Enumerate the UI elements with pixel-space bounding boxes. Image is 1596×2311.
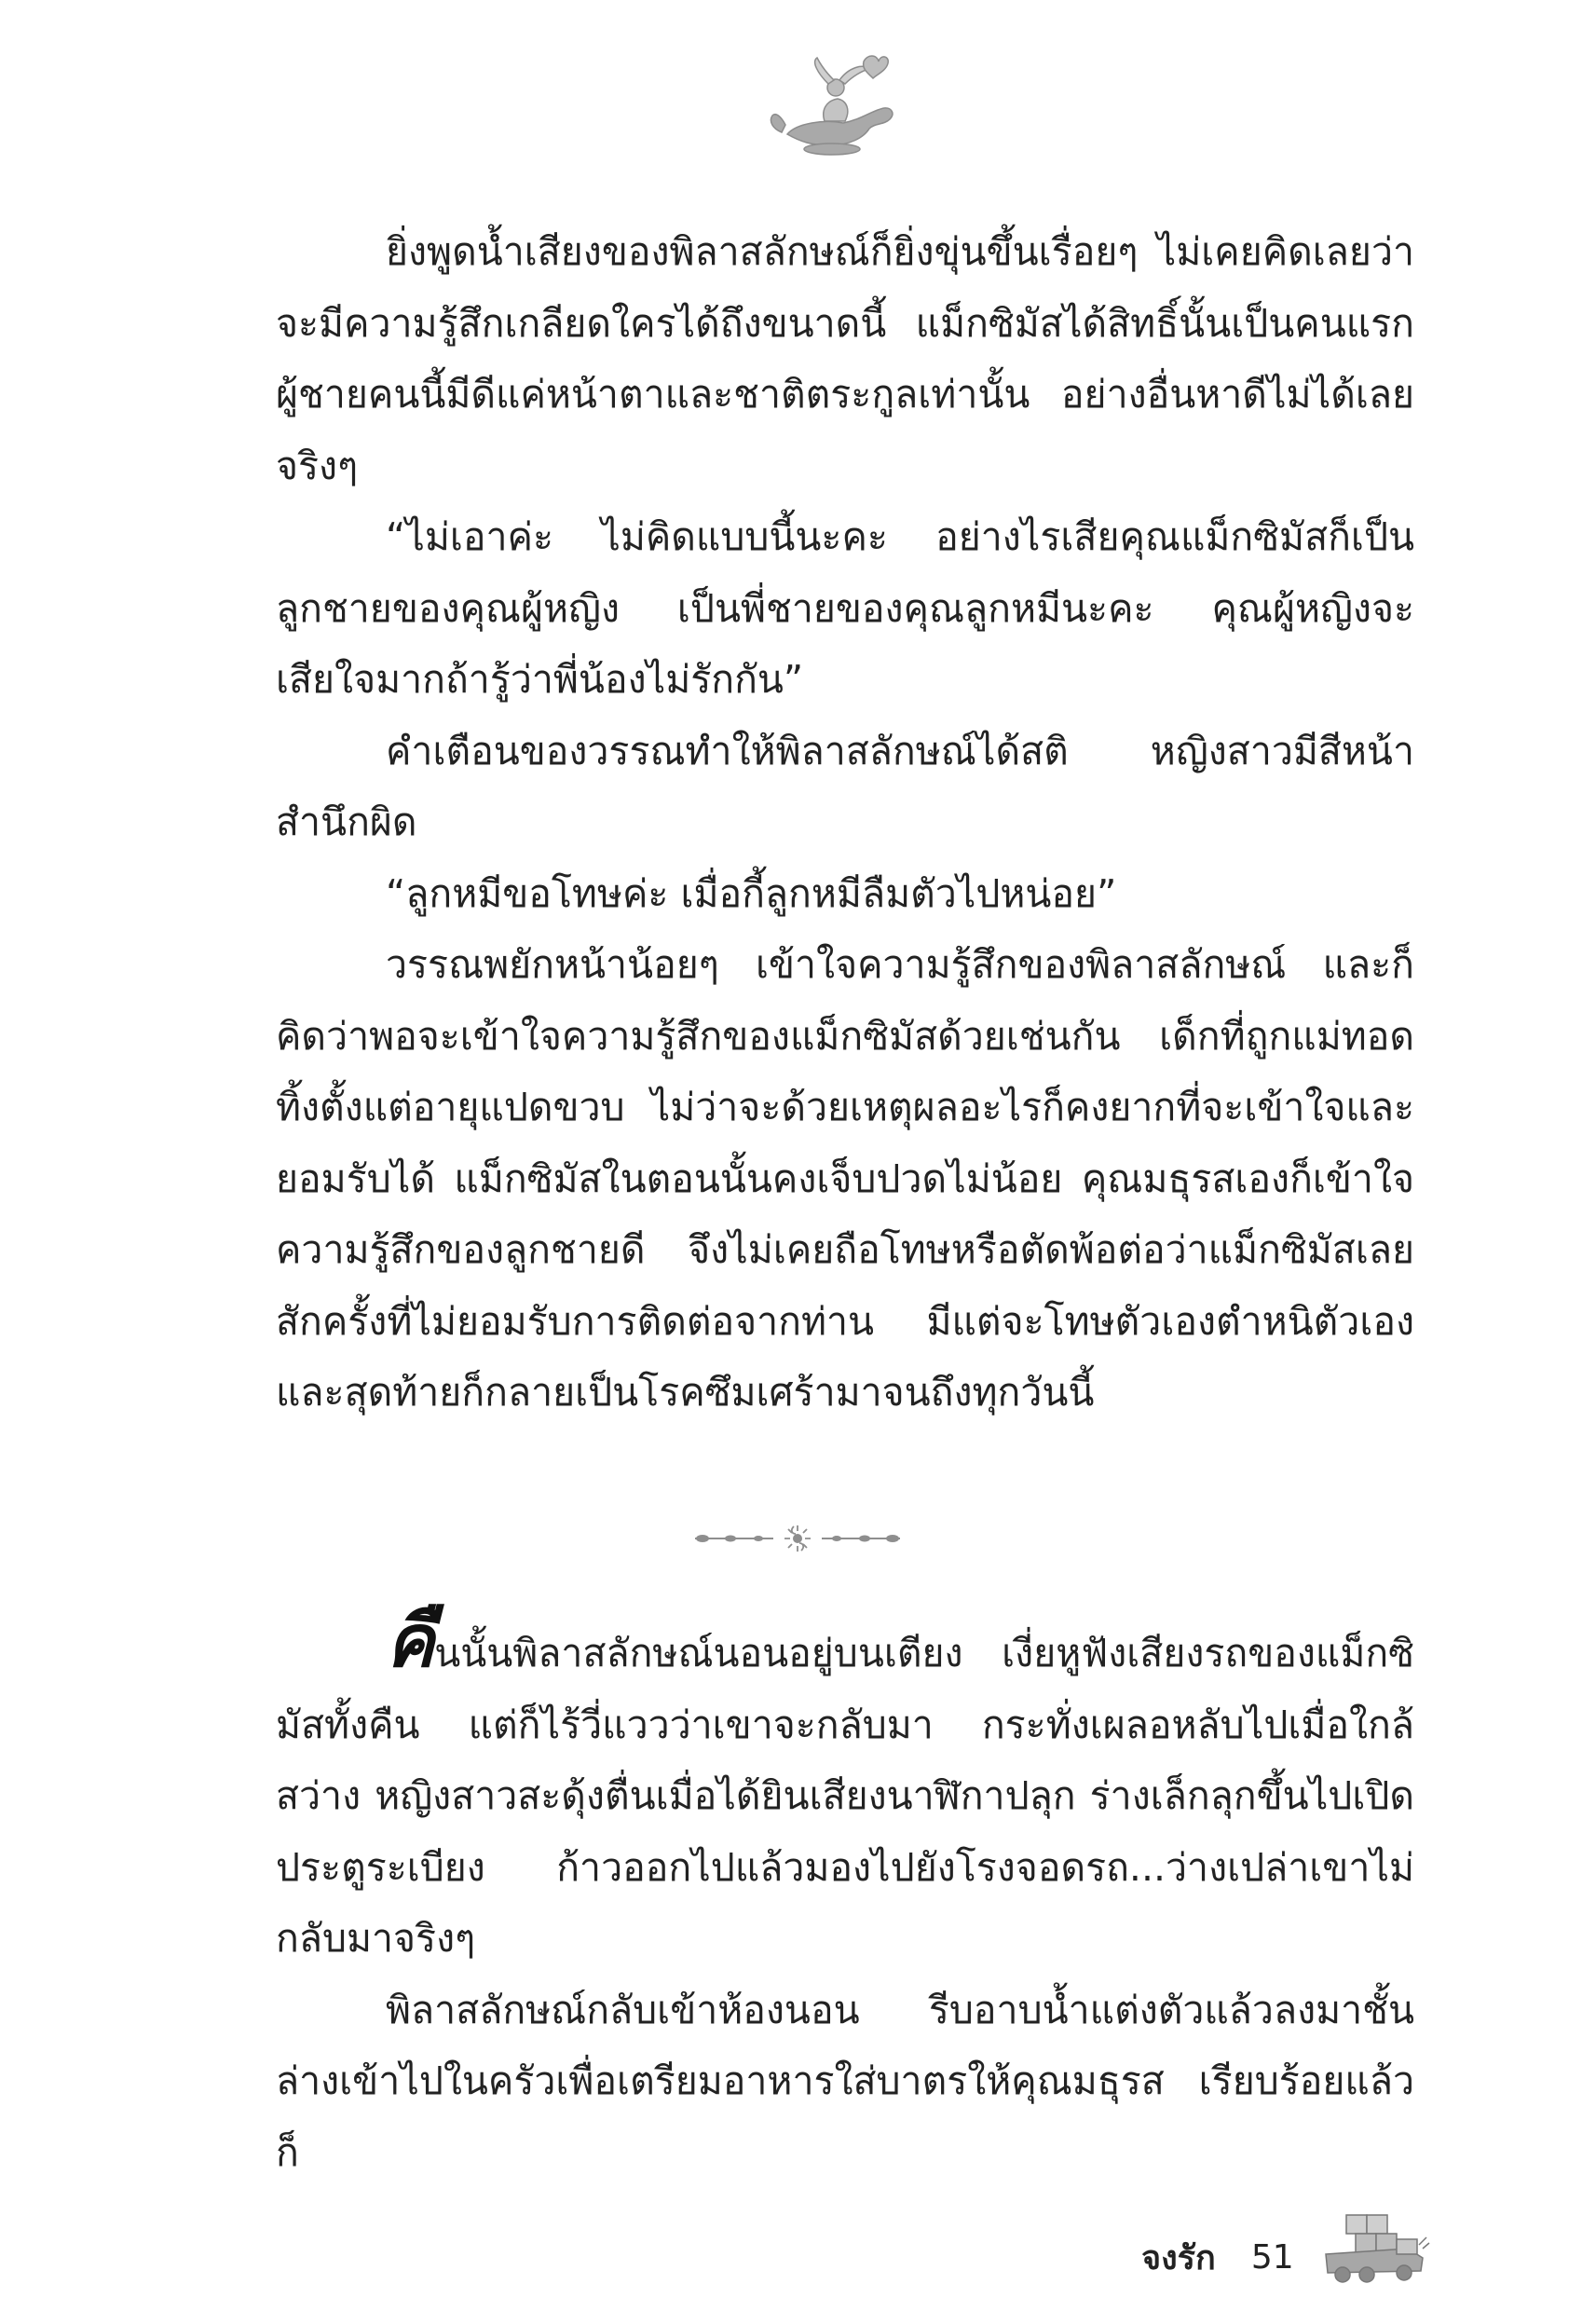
genie-lamp-cupid-icon bbox=[759, 48, 908, 160]
book-title: จงรัก bbox=[1141, 2238, 1216, 2277]
paragraph: “ไม่เอาค่ะ ไม่คิดแบบนี้นะคะ อย่างไรเสียคุณแม็กซิมัสก็เป็นลูกชายของคุณผู้หญิง เป็นพี่ชายของคุณลูกหมีนะคะ คุณผู้หญิงจะเสียใจมากถ้ารู้ว่าพี่น้องไม่รักกัน” bbox=[276, 514, 1414, 702]
paragraph-text: นนั้นพิลาสลักษณ์นอนอยู่บนเตียง เงี่ยหูฟังเสียงรถของแม็กซิมัสทั้งคืน แต่ก็ไร้วี่แววว่าเขาจะกลับมา กระทั่งเผลอหลับไปเมื่อใกล้สว่าง หญิงสาวสะดุ้งตื่นเมื่อได้ยินเสียงนาฬิกาปลุก ร่างเล็กลุกขึ้นไปเปิดประตูระเบียง ก้าวออกไปแล้วมองไปยังโรงจอดรถ...ว่างเปล่าเขาไม่กลับมาจริงๆ bbox=[276, 1631, 1414, 1961]
chapter-text-part-1 bbox=[276, 216, 1414, 1429]
paragraph: “ลูกหมีขอโทษค่ะ เมื่อกี้ลูกหมีลืมตัวไปหน่อย” bbox=[386, 870, 1117, 916]
paragraph: คำเตือนของวรรณทำให้พิลาสลักษณ์ได้สติ หญิงสาวมีสีหน้าสำนึกผิด bbox=[276, 728, 1414, 844]
paragraph-with-drop-cap bbox=[276, 1600, 1414, 1975]
page-number: 51 bbox=[1250, 2237, 1294, 2277]
chapter-text-part-2 bbox=[276, 1600, 1414, 2188]
toy-blocks-truck-icon bbox=[1318, 2211, 1430, 2286]
drop-cap: คื bbox=[386, 1600, 435, 1684]
paragraph: วรรณพยักหน้าน้อยๆ เข้าใจความรู้สึกของพิลาสลักษณ์ และก็คิดว่าพอจะเข้าใจความรู้สึกของแม็กซิมัสด้วยเช่นกัน เด็กที่ถูกแม่ทอดทิ้งตั้งแต่อายุแปดขวบ ไม่ว่าจะด้วยเหตุผลอะไรก็คงยากที่จะเข้าใจและยอมรับได้ แม็กซิมัสในตอนนั้นคงเจ็บปวดไม่น้อย คุณมธุรสเองก็เข้าใจความรู้สึกของลูกชายดี จึงไม่เคยถือโทษหรือตัดพ้อต่อว่าแม็กซิมัสเลยสักครั้งที่ไม่ยอมรับการติดต่อจากท่าน มีแต่จะโทษตัวเองตำหนิตัวเอง และสุดท้ายก็กลายเป็นโรคซึมเศร้ามาจนถึงทุกวันนี้ bbox=[276, 942, 1414, 1415]
page-footer bbox=[1141, 2229, 1430, 2285]
flourish-divider-icon bbox=[689, 1517, 906, 1560]
paragraph: พิลาสลักษณ์กลับเข้าห้องนอน รีบอาบน้ำแต่งตัวแล้วลงมาชั้นล่างเข้าไปในครัวเพื่อเตรียมอาหารใส่บาตรให้คุณมธุรส เรียบร้อยแล้วก็ bbox=[276, 1987, 1414, 2175]
paragraph: ยิ่งพูดน้ำเสียงของพิลาสลักษณ์ก็ยิ่งขุ่นขึ้นเรื่อยๆ ไม่เคยคิดเลยว่าจะมีความรู้สึกเกลียดใครได้ถึงขนาดนี้ แม็กซิมัสได้สิทธิ์นั้นเป็นคนแรก ผู้ชายคนนี้มีดีแค่หน้าตาและชาติตระกูลเท่านั้น อย่างอื่นหาดีไม่ได้เลยจริงๆ bbox=[276, 229, 1414, 488]
